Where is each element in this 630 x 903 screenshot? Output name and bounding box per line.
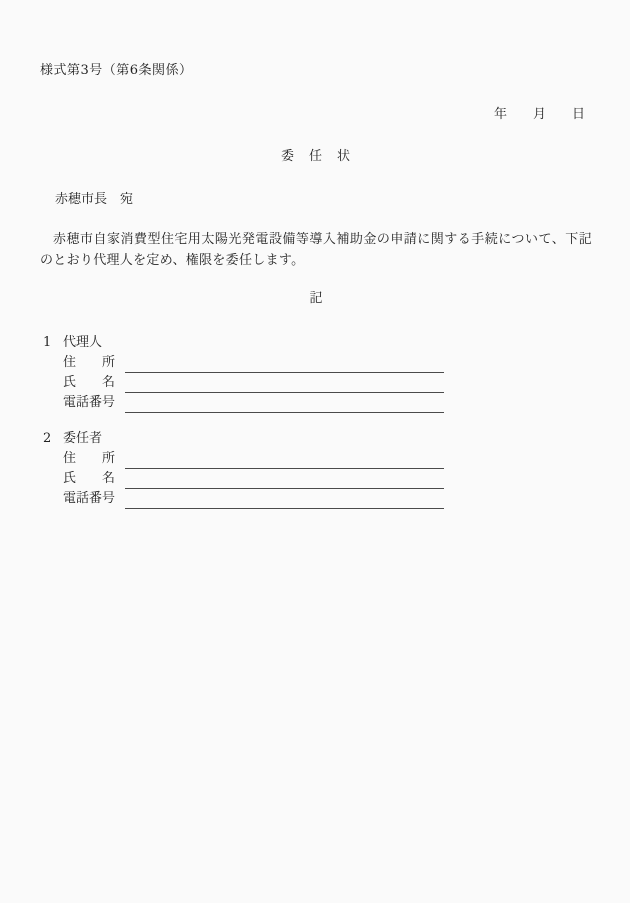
- section-agent: [40, 333, 592, 413]
- section-heading-label: 委任者: [63, 431, 103, 446]
- field-row-agent-phone: [40, 393, 592, 413]
- delegator-phone-blank-line: [125, 490, 444, 509]
- section-heading-label: 代理人: [63, 335, 103, 350]
- field-row-delegator-name: [40, 469, 592, 489]
- field-label-name: 氏 名: [63, 471, 116, 486]
- recipient-line: 赤穂市長 宛: [55, 192, 134, 207]
- section-delegator: [40, 429, 592, 509]
- field-label-address: 住 所: [63, 451, 116, 466]
- section-delegator-heading: [40, 429, 592, 449]
- field-row-delegator-phone: [40, 489, 592, 509]
- section-agent-heading: [40, 333, 592, 353]
- field-row-agent-name: [40, 373, 592, 393]
- field-row-delegator-address: [40, 449, 592, 469]
- agent-phone-blank-line: [125, 394, 444, 413]
- delegator-name-blank-line: [125, 470, 444, 489]
- agent-address-blank-line: [125, 354, 444, 373]
- date-line: 年 月 日: [493, 107, 585, 122]
- body-paragraph: 赤穂市自家消費型住宅用太陽光発電設備等導入補助金の申請に関する手続について、下記のとおり代理人を定め、権限を委任します。: [40, 232, 592, 268]
- field-label-address: 住 所: [63, 355, 116, 370]
- field-label-name: 氏 名: [63, 375, 116, 390]
- ki-heading: 記: [309, 291, 323, 306]
- field-label-phone: 電話番号: [63, 395, 116, 410]
- agent-name-blank-line: [125, 374, 444, 393]
- form-number: 様式第3号（第6条関係）: [40, 63, 193, 78]
- section-number: 1: [43, 335, 52, 350]
- section-number: 2: [43, 431, 52, 446]
- delegator-address-blank-line: [125, 450, 444, 469]
- document-title: 委 任 状: [280, 149, 351, 164]
- field-label-phone: 電話番号: [63, 491, 116, 506]
- field-row-agent-address: [40, 353, 592, 373]
